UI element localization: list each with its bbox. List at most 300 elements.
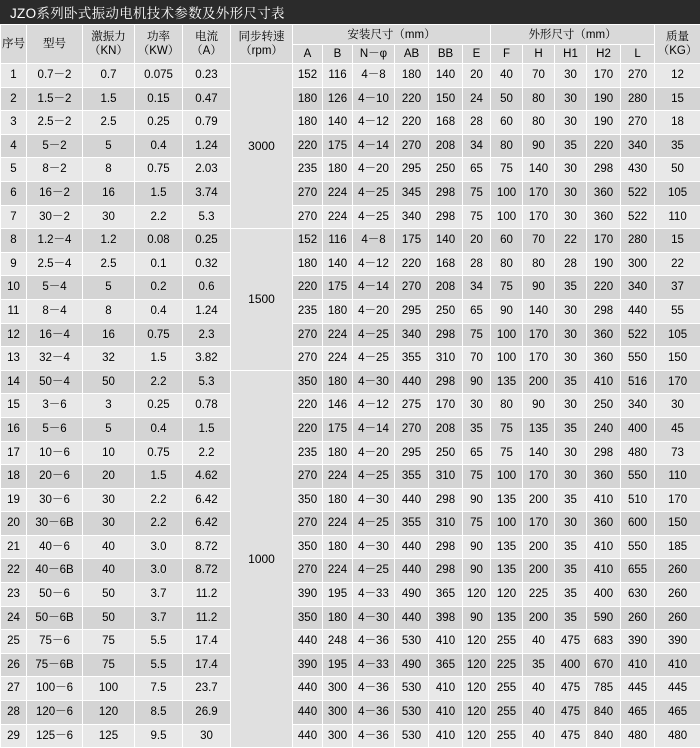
cell-force: 30	[83, 205, 135, 229]
cell-nd: 4－25	[353, 323, 395, 347]
cell-e: 120	[463, 583, 491, 607]
cell-e: 20	[463, 64, 491, 88]
cell-a: 235	[293, 441, 323, 465]
cell-a: 270	[293, 181, 323, 205]
cell-h1: 35	[555, 370, 587, 394]
cell-a: 235	[293, 158, 323, 182]
col-header-L: L	[621, 45, 655, 64]
cell-h2: 360	[587, 347, 621, 371]
col-header-current-line1: 电流	[183, 30, 230, 44]
cell-f: 100	[491, 181, 523, 205]
spec-table	[0, 24, 700, 748]
table-row	[1, 64, 700, 88]
cell-force: 8	[83, 158, 135, 182]
cell-force: 1.5	[83, 87, 135, 111]
cell-f: 75	[491, 276, 523, 300]
cell-h1: 30	[555, 158, 587, 182]
cell-nd: 4－36	[353, 630, 395, 654]
table-row	[1, 181, 700, 205]
cell-force: 50	[83, 583, 135, 607]
cell-l: 550	[621, 465, 655, 489]
col-header-force-line2: （KN）	[83, 44, 134, 58]
cell-ab: 530	[395, 724, 429, 748]
cell-b: 224	[323, 205, 353, 229]
cell-b: 224	[323, 323, 353, 347]
cell-a: 270	[293, 559, 323, 583]
cell-mass: 465	[655, 701, 700, 725]
cell-nd: 4－25	[353, 512, 395, 536]
cell-power: 0.4	[135, 134, 183, 158]
cell-e: 120	[463, 630, 491, 654]
cell-force: 20	[83, 465, 135, 489]
cell-h1: 35	[555, 606, 587, 630]
cell-nd: 4－8	[353, 229, 395, 253]
cell-e: 120	[463, 701, 491, 725]
cell-nd: 4－14	[353, 276, 395, 300]
cell-ab: 340	[395, 205, 429, 229]
cell-force: 2.5	[83, 111, 135, 135]
cell-nd: 4－33	[353, 583, 395, 607]
cell-e: 34	[463, 276, 491, 300]
cell-l: 440	[621, 299, 655, 323]
cell-model: 75－6B	[27, 653, 83, 677]
cell-h: 200	[523, 488, 555, 512]
cell-h: 200	[523, 559, 555, 583]
cell-bb: 298	[429, 181, 463, 205]
cell-model: 0.7－2	[27, 64, 83, 88]
cell-power: 2.2	[135, 488, 183, 512]
cell-force: 40	[83, 535, 135, 559]
cell-b: 180	[323, 606, 353, 630]
cell-e: 75	[463, 181, 491, 205]
cell-ab: 440	[395, 559, 429, 583]
cell-index: 7	[1, 205, 27, 229]
cell-b: 300	[323, 677, 353, 701]
cell-f: 100	[491, 465, 523, 489]
cell-b: 175	[323, 134, 353, 158]
cell-current: 6.42	[183, 512, 231, 536]
cell-force: 1.2	[83, 229, 135, 253]
cell-e: 28	[463, 252, 491, 276]
cell-mass: 150	[655, 512, 700, 536]
cell-index: 21	[1, 535, 27, 559]
cell-l: 340	[621, 276, 655, 300]
table-row	[1, 299, 700, 323]
cell-ab: 295	[395, 158, 429, 182]
cell-l: 550	[621, 347, 655, 371]
cell-e: 90	[463, 370, 491, 394]
cell-current: 8.72	[183, 535, 231, 559]
cell-nd: 4－8	[353, 64, 395, 88]
cell-h2: 170	[587, 229, 621, 253]
cell-force: 125	[83, 724, 135, 748]
cell-h1: 35	[555, 488, 587, 512]
col-header-mass	[655, 25, 700, 64]
cell-f: 255	[491, 677, 523, 701]
cell-ab: 355	[395, 512, 429, 536]
cell-l: 480	[621, 441, 655, 465]
cell-nd: 4－12	[353, 111, 395, 135]
cell-ab: 355	[395, 347, 429, 371]
cell-nd: 4－25	[353, 559, 395, 583]
cell-l: 390	[621, 630, 655, 654]
cell-h1: 35	[555, 417, 587, 441]
cell-e: 65	[463, 441, 491, 465]
cell-mass: 110	[655, 205, 700, 229]
cell-h: 90	[523, 134, 555, 158]
cell-ab: 355	[395, 465, 429, 489]
cell-index: 2	[1, 87, 27, 111]
cell-power: 0.25	[135, 111, 183, 135]
cell-mass: 185	[655, 535, 700, 559]
col-header-force-line1: 激振力	[83, 30, 134, 44]
cell-h: 170	[523, 205, 555, 229]
cell-bb: 298	[429, 205, 463, 229]
col-header-install-group: 安装尺寸（mm）	[293, 25, 491, 45]
cell-index: 17	[1, 441, 27, 465]
cell-b: 180	[323, 158, 353, 182]
cell-power: 5.5	[135, 630, 183, 654]
cell-b: 140	[323, 252, 353, 276]
cell-f: 75	[491, 417, 523, 441]
cell-h2: 360	[587, 512, 621, 536]
cell-l: 522	[621, 181, 655, 205]
cell-a: 350	[293, 535, 323, 559]
cell-index: 1	[1, 64, 27, 88]
cell-b: 180	[323, 488, 353, 512]
cell-current: 11.2	[183, 583, 231, 607]
cell-model: 8－2	[27, 158, 83, 182]
cell-a: 440	[293, 677, 323, 701]
cell-b: 180	[323, 370, 353, 394]
cell-f: 60	[491, 111, 523, 135]
table-row	[1, 276, 700, 300]
cell-h: 40	[523, 724, 555, 748]
cell-h1: 30	[555, 347, 587, 371]
cell-h1: 30	[555, 465, 587, 489]
cell-nd: 4－25	[353, 465, 395, 489]
cell-l: 510	[621, 488, 655, 512]
cell-power: 8.5	[135, 701, 183, 725]
cell-power: 0.75	[135, 441, 183, 465]
cell-power: 0.15	[135, 87, 183, 111]
cell-f: 60	[491, 229, 523, 253]
cell-current: 0.78	[183, 394, 231, 418]
cell-model: 2.5－4	[27, 252, 83, 276]
cell-nd: 4－33	[353, 653, 395, 677]
cell-h1: 35	[555, 134, 587, 158]
cell-e: 90	[463, 559, 491, 583]
cell-index: 19	[1, 488, 27, 512]
cell-l: 340	[621, 134, 655, 158]
cell-power: 0.4	[135, 417, 183, 441]
col-header-speed	[231, 25, 293, 64]
col-header-ab: AB	[395, 45, 429, 64]
cell-bb: 365	[429, 583, 463, 607]
cell-current: 2.3	[183, 323, 231, 347]
cell-model: 30－2	[27, 205, 83, 229]
table-row	[1, 441, 700, 465]
cell-bb: 410	[429, 701, 463, 725]
cell-model: 20－6	[27, 465, 83, 489]
cell-mass: 260	[655, 559, 700, 583]
cell-index: 27	[1, 677, 27, 701]
cell-e: 28	[463, 111, 491, 135]
cell-bb: 150	[429, 87, 463, 111]
cell-l: 270	[621, 64, 655, 88]
cell-power: 2.2	[135, 205, 183, 229]
cell-l: 522	[621, 323, 655, 347]
cell-nd: 4－36	[353, 701, 395, 725]
cell-current: 1.5	[183, 417, 231, 441]
cell-model: 32－4	[27, 347, 83, 371]
cell-current: 0.79	[183, 111, 231, 135]
cell-b: 248	[323, 630, 353, 654]
cell-a: 270	[293, 512, 323, 536]
cell-a: 440	[293, 701, 323, 725]
cell-bb: 298	[429, 535, 463, 559]
cell-e: 65	[463, 299, 491, 323]
cell-bb: 410	[429, 630, 463, 654]
cell-mass: 110	[655, 465, 700, 489]
cell-f: 135	[491, 370, 523, 394]
cell-power: 0.4	[135, 299, 183, 323]
cell-mass: 12	[655, 64, 700, 88]
cell-f: 135	[491, 606, 523, 630]
cell-current: 5.3	[183, 205, 231, 229]
cell-l: 480	[621, 724, 655, 748]
cell-b: 224	[323, 512, 353, 536]
cell-ab: 340	[395, 323, 429, 347]
cell-power: 3.7	[135, 606, 183, 630]
table-row	[1, 417, 700, 441]
cell-h1: 35	[555, 535, 587, 559]
cell-bb: 250	[429, 299, 463, 323]
cell-model: 16－2	[27, 181, 83, 205]
cell-l: 410	[621, 653, 655, 677]
cell-h1: 30	[555, 64, 587, 88]
cell-f: 100	[491, 512, 523, 536]
cell-h: 170	[523, 347, 555, 371]
cell-h2: 840	[587, 724, 621, 748]
cell-index: 16	[1, 417, 27, 441]
cell-b: 116	[323, 229, 353, 253]
cell-h1: 28	[555, 252, 587, 276]
table-row	[1, 347, 700, 371]
cell-a: 270	[293, 205, 323, 229]
cell-ab: 270	[395, 276, 429, 300]
col-header-power-line1: 功率	[135, 30, 182, 44]
cell-h2: 360	[587, 465, 621, 489]
cell-bb: 298	[429, 323, 463, 347]
col-header-power-line2: （KW）	[135, 44, 182, 58]
cell-index: 15	[1, 394, 27, 418]
cell-model: 3－6	[27, 394, 83, 418]
cell-force: 32	[83, 347, 135, 371]
cell-mass: 50	[655, 158, 700, 182]
col-header-model-label: 型号	[27, 37, 82, 51]
cell-h1: 475	[555, 701, 587, 725]
cell-force: 5	[83, 276, 135, 300]
cell-nd: 4－36	[353, 677, 395, 701]
cell-b: 300	[323, 701, 353, 725]
cell-ab: 175	[395, 229, 429, 253]
table-row	[1, 323, 700, 347]
cell-speed-group: 1000	[231, 370, 293, 748]
cell-model: 30－6	[27, 488, 83, 512]
cell-e: 75	[463, 205, 491, 229]
cell-index: 29	[1, 724, 27, 748]
cell-current: 0.47	[183, 87, 231, 111]
cell-bb: 398	[429, 606, 463, 630]
table-row	[1, 630, 700, 654]
cell-h: 170	[523, 465, 555, 489]
cell-force: 75	[83, 630, 135, 654]
cell-force: 16	[83, 323, 135, 347]
cell-b: 180	[323, 441, 353, 465]
cell-a: 220	[293, 417, 323, 441]
cell-current: 1.24	[183, 299, 231, 323]
cell-l: 280	[621, 87, 655, 111]
cell-force: 120	[83, 701, 135, 725]
cell-l: 550	[621, 535, 655, 559]
cell-force: 5	[83, 134, 135, 158]
cell-index: 5	[1, 158, 27, 182]
cell-f: 50	[491, 87, 523, 111]
cell-power: 0.08	[135, 229, 183, 253]
table-row	[1, 606, 700, 630]
cell-h: 35	[523, 653, 555, 677]
cell-bb: 298	[429, 488, 463, 512]
cell-l: 445	[621, 677, 655, 701]
cell-model: 50－4	[27, 370, 83, 394]
cell-bb: 298	[429, 370, 463, 394]
cell-h1: 30	[555, 394, 587, 418]
cell-bb: 140	[429, 64, 463, 88]
cell-l: 516	[621, 370, 655, 394]
cell-h1: 475	[555, 677, 587, 701]
cell-e: 120	[463, 677, 491, 701]
cell-h2: 250	[587, 394, 621, 418]
cell-nd: 4－30	[353, 488, 395, 512]
cell-index: 12	[1, 323, 27, 347]
cell-index: 8	[1, 229, 27, 253]
cell-h2: 298	[587, 441, 621, 465]
table-row	[1, 724, 700, 748]
cell-current: 6.42	[183, 488, 231, 512]
col-header-speed-line1: 同步转速	[231, 30, 292, 44]
cell-model: 50－6	[27, 583, 83, 607]
cell-h2: 683	[587, 630, 621, 654]
cell-e: 120	[463, 653, 491, 677]
cell-mass: 150	[655, 347, 700, 371]
cell-ab: 440	[395, 488, 429, 512]
cell-e: 30	[463, 394, 491, 418]
cell-ab: 295	[395, 299, 429, 323]
cell-mass: 22	[655, 252, 700, 276]
cell-mass: 73	[655, 441, 700, 465]
cell-model: 5－4	[27, 276, 83, 300]
col-header-current	[183, 25, 231, 64]
cell-nd: 4－25	[353, 347, 395, 371]
cell-h: 135	[523, 417, 555, 441]
cell-l: 630	[621, 583, 655, 607]
col-header-mass-line1: 质量	[655, 30, 700, 44]
cell-mass: 390	[655, 630, 700, 654]
cell-model: 8－4	[27, 299, 83, 323]
cell-a: 220	[293, 394, 323, 418]
cell-model: 120－6	[27, 701, 83, 725]
cell-model: 40－6B	[27, 559, 83, 583]
cell-ab: 220	[395, 87, 429, 111]
cell-nd: 4－12	[353, 252, 395, 276]
cell-model: 100－6	[27, 677, 83, 701]
table-row	[1, 701, 700, 725]
cell-ab: 530	[395, 630, 429, 654]
cell-bb: 310	[429, 465, 463, 489]
cell-ab: 345	[395, 181, 429, 205]
cell-f: 135	[491, 559, 523, 583]
cell-index: 6	[1, 181, 27, 205]
cell-ab: 270	[395, 417, 429, 441]
cell-a: 152	[293, 229, 323, 253]
cell-h2: 400	[587, 583, 621, 607]
cell-force: 16	[83, 181, 135, 205]
cell-h1: 35	[555, 559, 587, 583]
cell-index: 11	[1, 299, 27, 323]
cell-ab: 490	[395, 653, 429, 677]
cell-h1: 30	[555, 205, 587, 229]
cell-model: 125－6	[27, 724, 83, 748]
cell-f: 135	[491, 535, 523, 559]
cell-force: 0.7	[83, 64, 135, 88]
cell-a: 180	[293, 252, 323, 276]
col-header-H: H	[523, 45, 555, 64]
cell-model: 1.2－4	[27, 229, 83, 253]
cell-a: 270	[293, 323, 323, 347]
cell-l: 340	[621, 394, 655, 418]
cell-h1: 400	[555, 653, 587, 677]
cell-nd: 4－12	[353, 394, 395, 418]
table-row	[1, 465, 700, 489]
cell-nd: 4－14	[353, 417, 395, 441]
cell-h1: 30	[555, 512, 587, 536]
cell-bb: 250	[429, 441, 463, 465]
cell-e: 70	[463, 347, 491, 371]
cell-ab: 530	[395, 701, 429, 725]
col-header-model	[27, 25, 83, 64]
table-row	[1, 111, 700, 135]
cell-h2: 360	[587, 205, 621, 229]
cell-bb: 208	[429, 276, 463, 300]
cell-b: 175	[323, 276, 353, 300]
cell-bb: 298	[429, 559, 463, 583]
table-row	[1, 205, 700, 229]
cell-nd: 4－20	[353, 299, 395, 323]
cell-bb: 410	[429, 724, 463, 748]
table-row	[1, 583, 700, 607]
cell-l: 280	[621, 229, 655, 253]
cell-current: 11.2	[183, 606, 231, 630]
cell-h1: 22	[555, 229, 587, 253]
cell-mass: 15	[655, 229, 700, 253]
cell-speed-group: 3000	[231, 64, 293, 229]
cell-h1: 30	[555, 181, 587, 205]
table-row	[1, 512, 700, 536]
cell-nd: 4－25	[353, 181, 395, 205]
cell-h2: 220	[587, 276, 621, 300]
cell-h1: 30	[555, 323, 587, 347]
